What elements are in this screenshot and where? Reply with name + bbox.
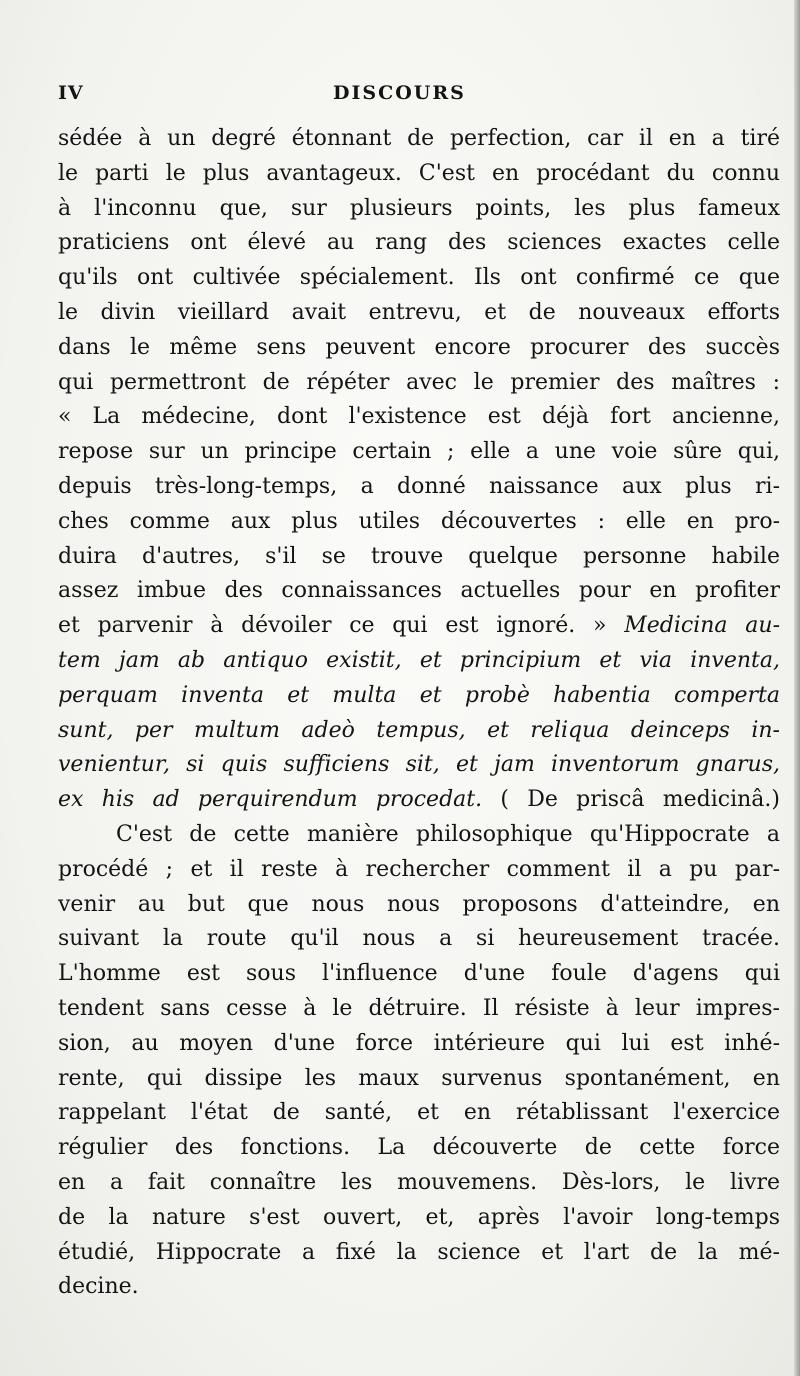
paragraph2-line-5: L'homme est sous l'influence d'une foule d'agens qui xyxy=(58,961,780,987)
paragraph2-line-7: sion, au moyen d'une force intérieure qui lui est inhé- xyxy=(58,1030,780,1056)
paragraph2-line-6: tendent sans cesse à le détruire. Il résiste à leur impres- xyxy=(58,995,780,1021)
text-line-15-roman: et parvenir à dévoiler ce qui est ignoré. » xyxy=(58,613,607,639)
text-line-3: à l'inconnu que, sur plusieurs points, les plus fameux xyxy=(58,195,780,221)
paragraph2-line-10: régulier des fonctions. La découverte de cette force xyxy=(58,1135,780,1161)
text-line-6: le divin vieillard avait entrevu, et de nouveaux efforts xyxy=(58,299,780,325)
paragraph2-line-2: procédé ; et il reste à rechercher comment il a pu par- xyxy=(58,856,780,882)
text-line-4: praticiens ont élevé au rang des sciences exactes celle xyxy=(58,230,780,256)
latin-line-4 xyxy=(58,748,780,783)
paragraph2-line-8: rente, qui dissipe les maux survenus spontanément, en xyxy=(58,1065,780,1091)
page-header xyxy=(58,82,758,112)
latin-quote-start: Medicina au- xyxy=(624,613,780,639)
text-line-14: assez imbue des connaissances actuelles pour en profiter xyxy=(58,578,780,604)
text-line-12: ches comme aux plus utiles découvertes : elle en pro- xyxy=(58,508,780,534)
latin-line-1 xyxy=(58,644,780,679)
text-line-15 xyxy=(58,609,780,644)
text-line-5: qu'ils ont cultivée spécialement. Ils ont confirmé ce que xyxy=(58,265,780,291)
paragraph2-line-12: de la nature s'est ouvert, et, après l'avoir long-temps xyxy=(58,1204,780,1230)
text-line-9: « La médecine, dont l'existence est déjà fort ancienne, xyxy=(58,404,780,430)
paragraph2-line-14: decine. xyxy=(58,1274,139,1300)
text-line-8: qui permettront de répéter avec le premier des maîtres : xyxy=(58,369,780,395)
running-title: DISCOURS xyxy=(333,82,466,104)
page-edge-shadow xyxy=(794,0,800,1376)
text-line-10: repose sur un principe certain ; elle a une voie sûre qui, xyxy=(58,439,780,465)
text-line-7: dans le même sens peuvent encore procurer des succès xyxy=(58,334,780,360)
text-line-13: duira d'autres, s'il se trouve quelque personne habile xyxy=(58,543,780,569)
paragraph2-line-11: en a fait connaître les mouvemens. Dès-lors, le livre xyxy=(58,1169,780,1195)
latin-line-4-text: venientur, si quis sufficiens sit, et jam inventorum gnarus, xyxy=(58,752,780,778)
latin-line-3-text: sunt, per multum adeò tempus, et reliqua deinceps in- xyxy=(58,717,780,743)
latin-line-3 xyxy=(58,714,780,749)
page-number: IV xyxy=(58,82,84,104)
citation-line xyxy=(58,783,780,818)
latin-quote-end: ex his ad perquirendum procedat. xyxy=(58,787,483,813)
body-text xyxy=(58,122,780,1305)
latin-line-2-text: perquam inventa et multa et probè habentia comperta xyxy=(58,682,780,708)
text-line-1: sédée à un degré étonnant de perfection, car il en a tiré xyxy=(58,126,780,151)
latin-line-1-text: tem jam ab antiquo existit, et principium et via inventa, xyxy=(58,647,780,673)
paragraph2-line-13: étudié, Hippocrate a fixé la science et l'art de la mé- xyxy=(58,1239,780,1265)
text-line-11: depuis très-long-temps, a donné naissance aux plus ri- xyxy=(58,473,780,499)
citation-source: ( De priscâ medicinâ.) xyxy=(500,787,780,813)
paragraph2-line-3: venir au but que nous nous proposons d'atteindre, en xyxy=(58,891,780,917)
paragraph2-line-1: C'est de cette manière philosophique qu'Hippocrate a xyxy=(116,821,780,847)
text-line-2: le parti le plus avantageux. C'est en procédant du connu xyxy=(58,160,780,186)
paragraph2-line-4: suivant la route qu'il nous a si heureusement tracée. xyxy=(58,926,780,952)
paragraph2-line-9: rappelant l'état de santé, et en rétablissant l'exercice xyxy=(58,1100,780,1126)
latin-line-2 xyxy=(58,679,780,714)
